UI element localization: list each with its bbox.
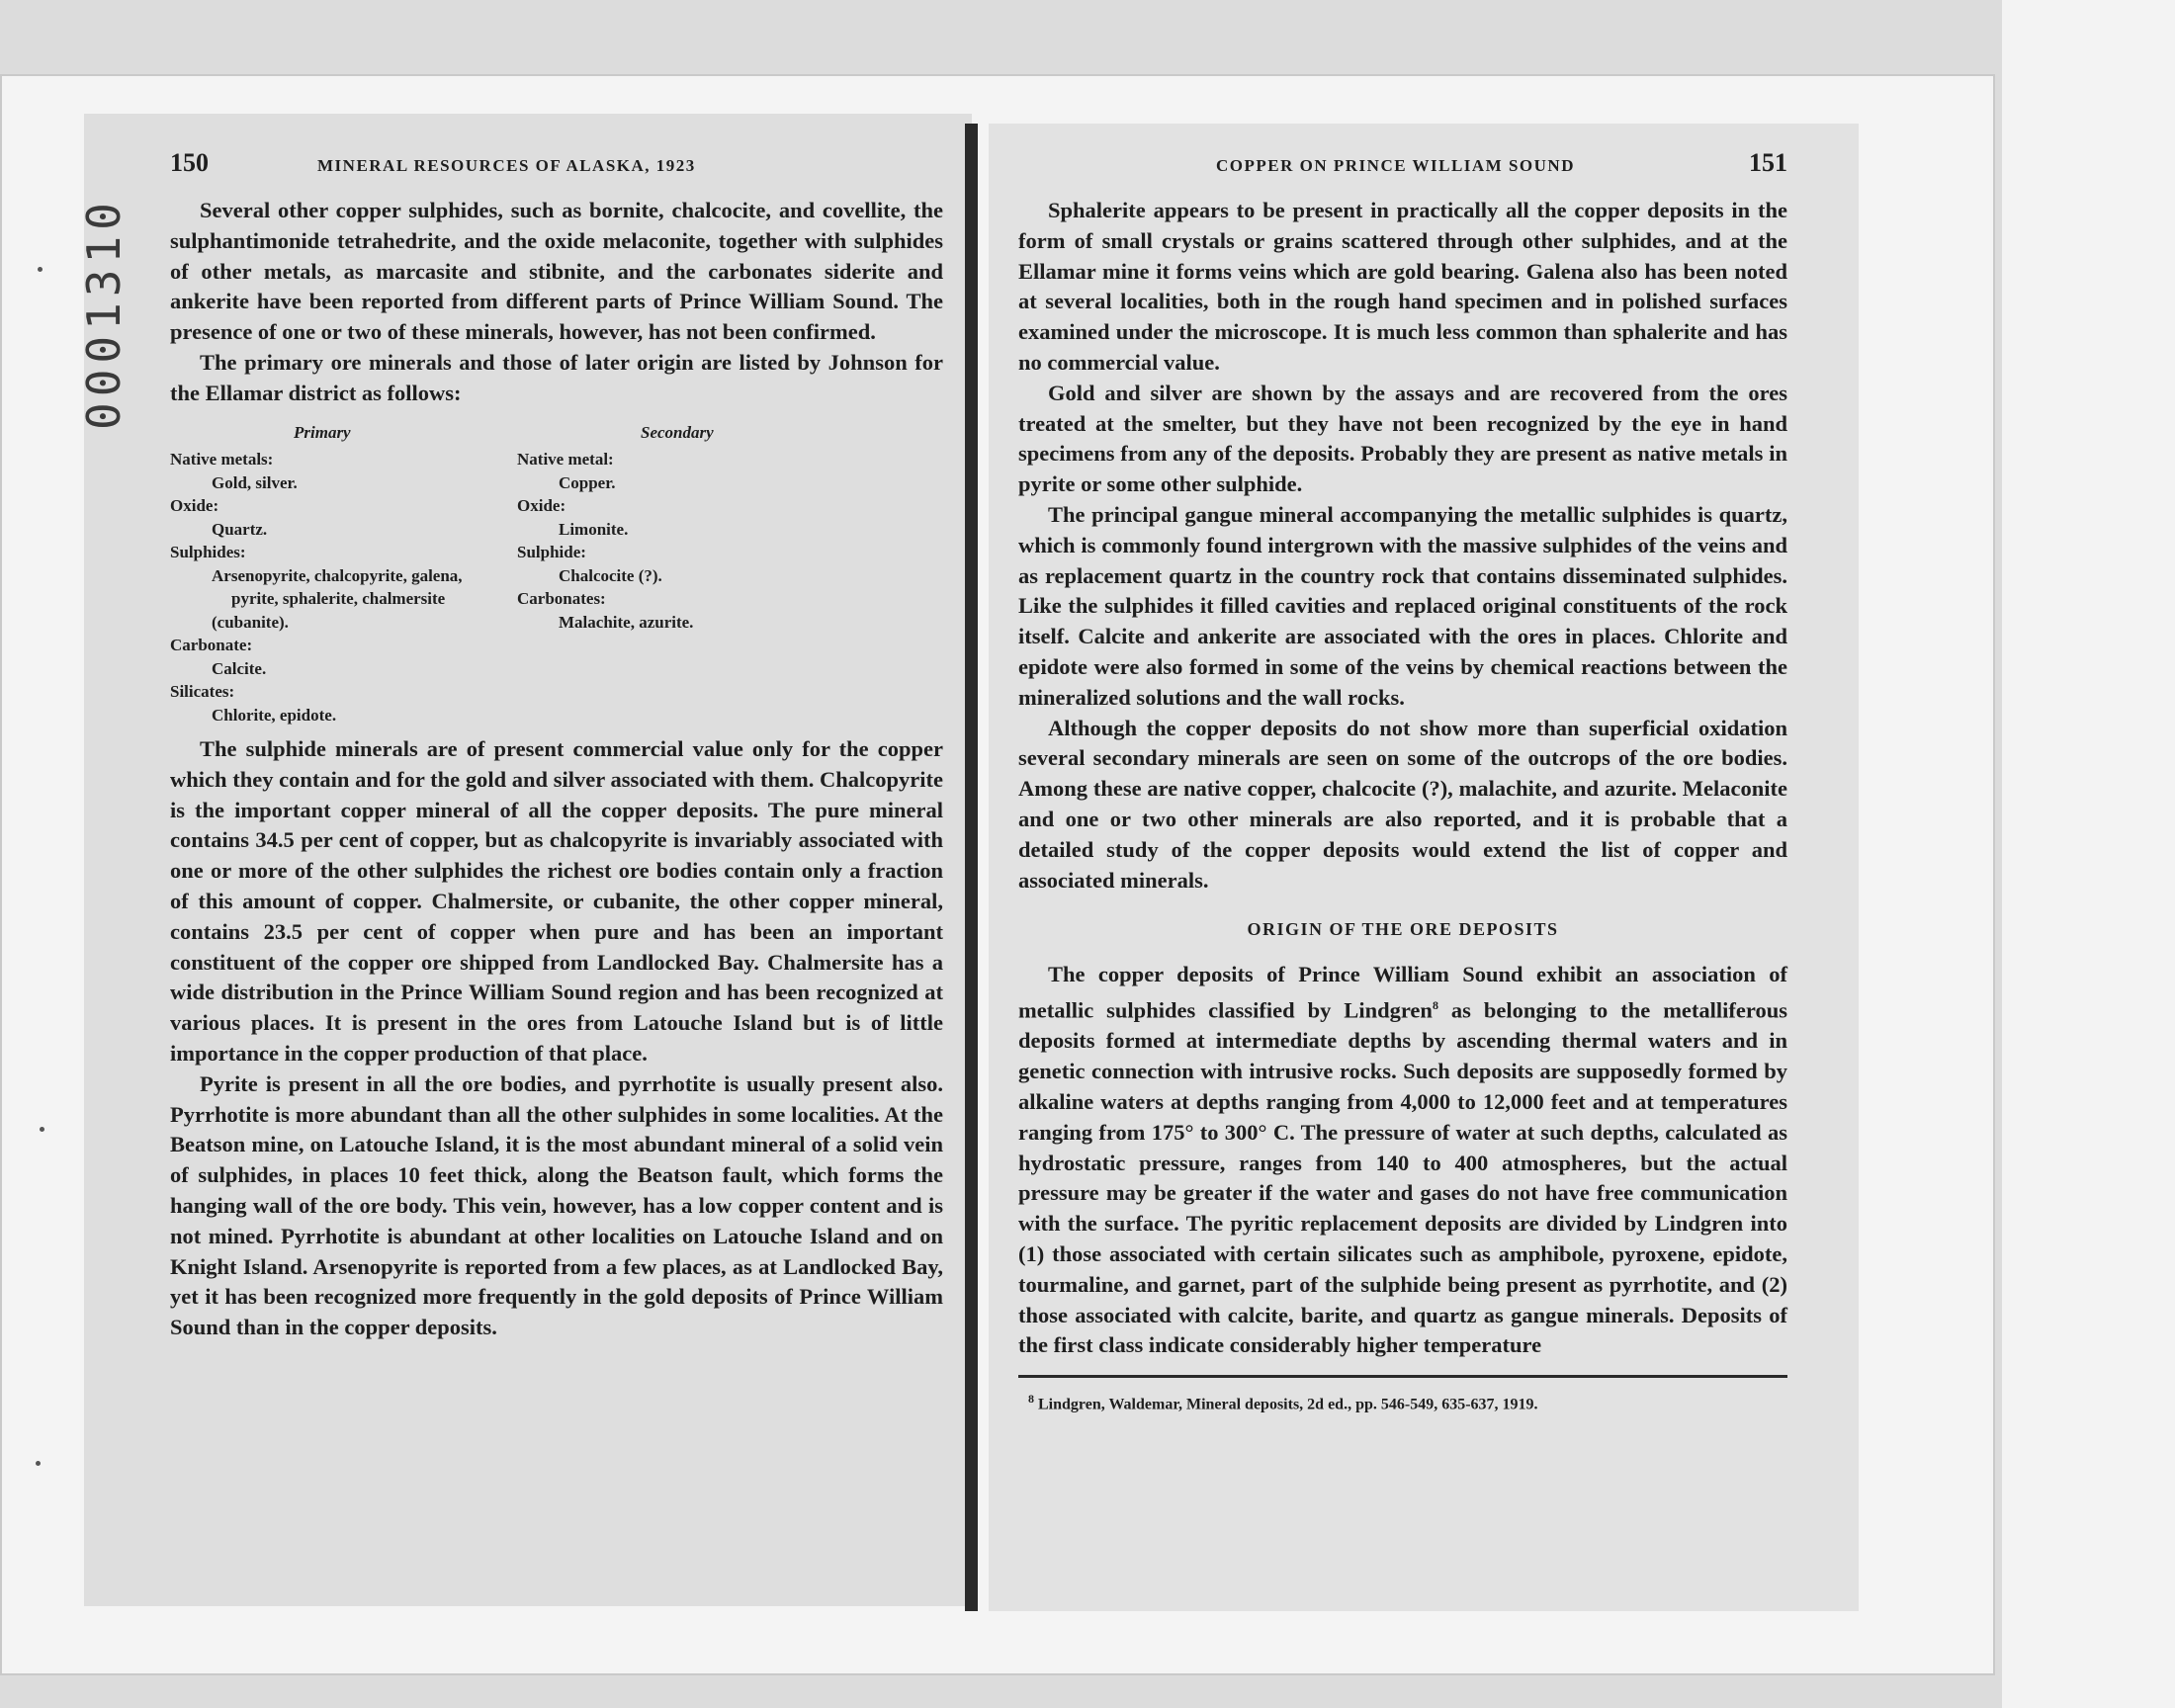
paragraph: The principal gangue mineral accompanying the metallic sulphides is quartz, which is commonly found intergrown with the massive sulphides of the veins and as replacement quartz in the country rock that contains disseminated sulphides. Like the sulphides it filled cavities and replaced original constituents of the rock itself. Calcite and ankerite are associated with the ores in places. Chlorite and epidote were also formed in some of the veins by chemical reactions between the mineralized solutions and the wall rocks.	[1018, 501, 1787, 710]
paragraph: Pyrite is present in all the ore bodies, and pyrrhotite is usually present also. Pyrrhotite is more abundant than all the other sulphides in some localities. At the Beatson mine, on Latouche Island, it is the most abundant mineral of a solid vein of sulphides, in places 10 feet thick, along the Beatson fault, which forms the hanging wall of the ore body. This vein, however, has a low copper content and is not mined. Pyrrhotite is abundant at other localities on Latouche Island and on Knight Island. Arsenopyrite is reported from a few places, as at Landlocked Bay, yet it has been recognized more frequently in the gold deposits of Prince William Sound than in the copper deposits.	[170, 1070, 943, 1340]
category-label: Oxide:	[517, 496, 566, 516]
page-number: 150	[170, 148, 209, 177]
archive-id-stamp: 0001310	[77, 197, 130, 430]
category-items: Arsenopyrite, chalcopyrite, galena,	[212, 565, 463, 585]
category-label: Native metals:	[170, 450, 274, 470]
category-label: Sulphide:	[517, 543, 586, 562]
category-items: Quartz.	[212, 519, 268, 539]
category-label: Carbonates:	[517, 589, 606, 609]
running-head: COPPER ON PRINCE WILLIAM SOUND	[1216, 156, 1575, 175]
paragraph	[1018, 960, 1787, 1361]
category-label: Native metal:	[517, 450, 614, 470]
footnote	[1018, 1388, 1787, 1415]
page-number: 151	[1749, 148, 1787, 177]
running-head: MINERAL RESOURCES OF ALASKA, 1923	[317, 156, 696, 175]
mineral-list	[170, 421, 943, 727]
category-items: Limonite.	[559, 519, 629, 539]
category-label: Oxide:	[170, 496, 219, 516]
category-items: pyrite, sphalerite, chalmersite	[231, 589, 446, 609]
category-items: Calcite.	[212, 658, 267, 678]
left-page	[170, 148, 943, 1343]
category-items: (cubanite).	[212, 612, 289, 632]
category-label: Silicates:	[170, 682, 235, 702]
category-items: Copper.	[559, 472, 616, 492]
paragraph: Sphalerite appears to be present in practically all the copper deposits in the form of small crystals or grains scattered through other sulphides, and at the Ellamar mine it forms veins which are gold bearing. Galena also has been noted at several localities, both in the rough hand specimen and in polished surfaces examined under the microscope. It is much less common than sphalerite and has no commercial value.	[1018, 198, 1787, 375]
paragraph: The sulphide minerals are of present commercial value only for the copper which they contain and for the gold and silver associated with them. Chalcopyrite is the important copper mineral of all the copper deposits. The pure mineral contains 34.5 per cent of copper, but as chalcopyrite is invariably associated with one or more of the other sulphides the richest ore bodies contain only a fraction of this amount of copper. Chalmersite, or cubanite, the other copper mineral, contains 23.5 per cent of copper when pure and has been an important constituent of the copper ore shipped from Landlocked Bay. Chalmersite has a wide distribution in the Prince William Sound region and has been recognized at various places. It is present in the ores from Latouche Island but is of little importance in the copper production of that place.	[170, 736, 943, 1067]
left-page-header	[170, 148, 943, 178]
category-items: Malachite, azurite.	[559, 612, 694, 632]
paragraph: The primary ore minerals and those of later origin are listed by Johnson for the Ellamar district as follows:	[170, 349, 943, 405]
paragraph-text: The copper deposits of Prince William Sound exhibit an association of metallic sulphides classified by Lindgren	[1018, 962, 1787, 1023]
category-items: Gold, silver.	[212, 472, 298, 492]
primary-heading: Primary	[294, 422, 351, 442]
footnote-marker: 8	[1028, 1392, 1034, 1407]
margin-dot	[38, 267, 43, 272]
paragraph-text: as belonging to the metalliferous deposits formed at intermediate depths by ascending thermal waters and in genetic connection with intrusive rocks. Such deposits are supposedly formed by alkaline waters at depths ranging from 4,000 to 12,000 feet and at temperatures ranging from 175° to 300° C. The pressure of water at such depths, calculated as hydrostatic pressure, ranges from 140 to 400 atmospheres, but the actual pressure may be greater if the water and gases do not have free communication with the surface. The pyritic replacement deposits are divided by Lindgren into (1) those associated with certain silicates such as amphibole, pyroxene, epidote, tourmaline, and garnet, part of the sulphide being present as pyrrhotite, and (2) those associated with calcite, barite, and quartz as gangue minerals. Deposits of the first class indicate considerably higher temperature	[1018, 997, 1787, 1358]
primary-column	[170, 421, 557, 727]
secondary-column	[517, 421, 904, 727]
footnote-ref: 8	[1432, 998, 1438, 1013]
right-page	[1018, 148, 1787, 1416]
scanner-margin	[2002, 0, 2175, 1708]
paragraph: Although the copper deposits do not show more than superficial oxidation several secondary minerals are seen on some of the outcrops of the ore bodies. Among these are native copper, chalcocite (?), malachite, and azurite. Melaconite and one or two other minerals are also reported, and it is probable that a detailed study of the copper deposits would extend the list of copper and associated minerals.	[1018, 715, 1787, 893]
category-items: Chlorite, epidote.	[212, 705, 337, 725]
footnote-rule	[1018, 1375, 1787, 1378]
footnote-text: Lindgren, Waldemar, Mineral deposits, 2d ed., pp. 546-549, 635-637, 1919.	[1034, 1396, 1538, 1413]
secondary-heading: Secondary	[641, 422, 714, 442]
category-items: Chalcocite (?).	[559, 565, 662, 585]
paragraph: Several other copper sulphides, such as bornite, chalcocite, and covellite, the sulphantimonide tetrahedrite, and the oxide melaconite, together with sulphides of other metals, as marcasite and stibnite, and the carbonates siderite and ankerite have been reported from different parts of Prince William Sound. The presence of one or two of these minerals, however, has not been confirmed.	[170, 198, 943, 345]
margin-dot	[36, 1461, 41, 1466]
category-label: Sulphides:	[170, 543, 246, 562]
paragraph: Gold and silver are shown by the assays and are recovered from the ores treated at the smelter, but they have not been recognized by the eye in hand specimens from any of the deposits. Probably they are present as native metals in pyrite or some other sulphide.	[1018, 380, 1787, 497]
right-page-header	[1018, 148, 1787, 178]
category-label: Carbonate:	[170, 636, 253, 655]
book-gutter	[965, 124, 978, 1611]
section-title: ORIGIN OF THE ORE DEPOSITS	[1247, 919, 1559, 940]
margin-dot	[40, 1127, 44, 1132]
